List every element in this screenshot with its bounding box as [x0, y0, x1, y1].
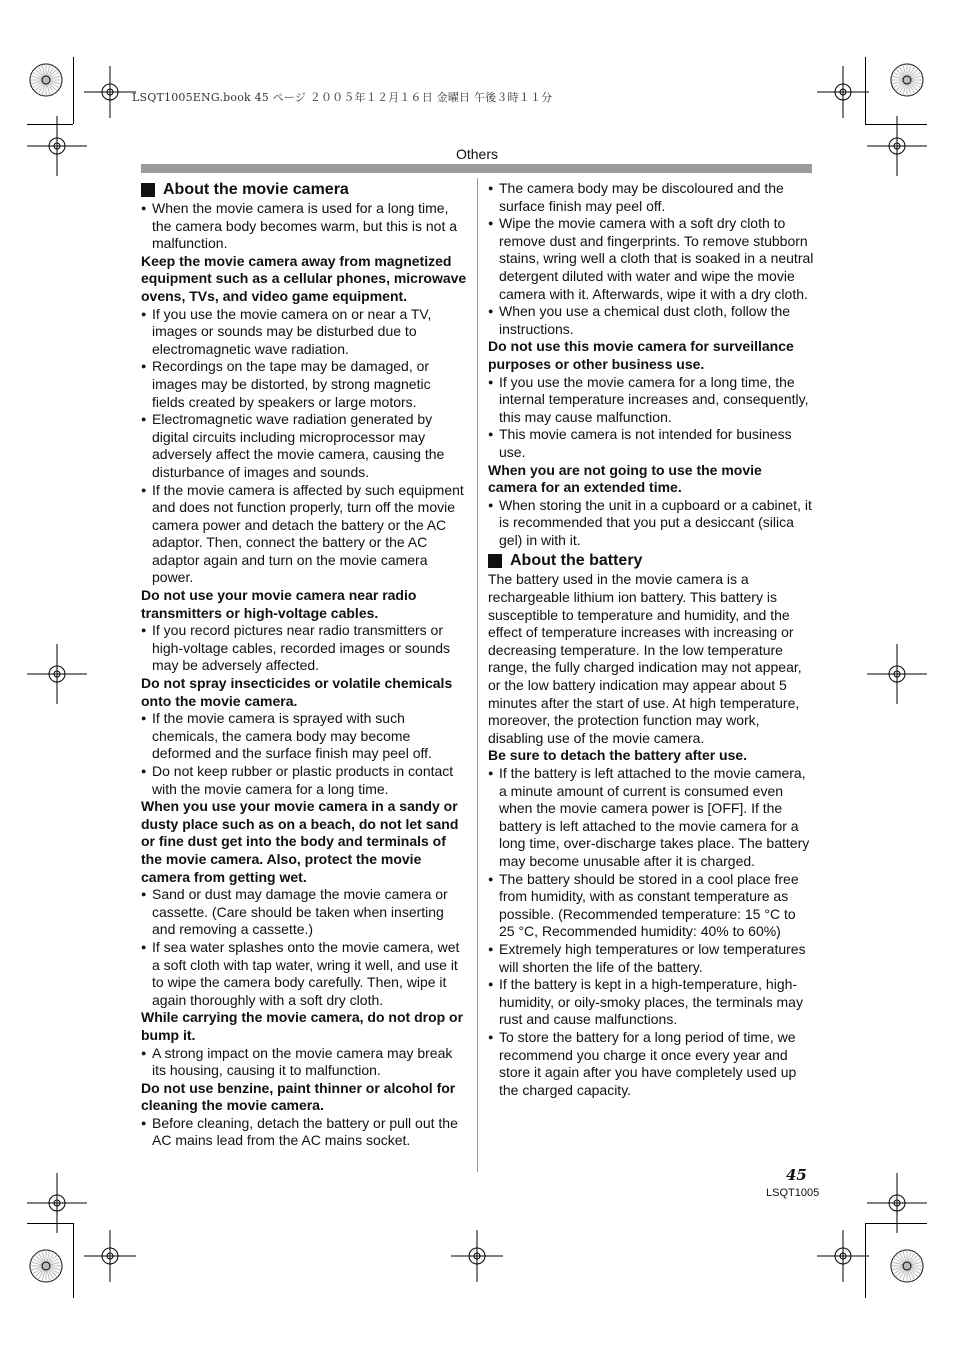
bullet-item: ● When the movie camera is used for a long time, the camera body becomes warm, but this is not a malfunction. — [141, 200, 467, 253]
bullet-item: ● Wipe the movie camera with a soft dry cloth to remove dust and fingerprints. To remove stubborn stains, wring well a cloth that is soaked in a neutral detergent diluted with water and wipe the movie camera with it. Afterwards, wipe it with a dry cloth. — [488, 215, 814, 303]
section-heading-movie-camera — [141, 180, 467, 200]
bullet-item: ● If sea water splashes onto the movie camera, wet a soft cloth with tap water, wring it well, and use it to wipe the camera body carefully. Then, wipe it again thoroughly with a soft dry cloth. — [141, 939, 467, 1009]
left-column — [141, 180, 467, 1150]
crosshair-mark-icon — [867, 644, 927, 704]
crosshair-mark-icon — [817, 1230, 869, 1282]
right-blocks-bottom — [488, 571, 814, 1099]
crosshair-mark-icon — [84, 66, 136, 118]
bullet-item: ● If the movie camera is sprayed with such chemicals, the camera body may become deformed and the surface finish may peel off. — [141, 710, 467, 763]
bullet-item: ● Do not keep rubber or plastic products in contact with the movie camera for a long time. — [141, 763, 467, 798]
bold-instruction: While carrying the movie camera, do not drop or bump it. — [141, 1009, 464, 1043]
right-blocks-top — [488, 180, 814, 549]
crosshair-mark-icon — [451, 1230, 503, 1282]
crop-line — [73, 57, 74, 124]
column-divider — [477, 178, 478, 1172]
crosshair-mark-icon — [817, 66, 869, 118]
header-rule — [141, 164, 812, 173]
color-rosette-icon — [890, 1249, 924, 1283]
bold-instruction: Do not use your movie camera near radio transmitters or high-voltage cables. — [141, 587, 417, 621]
bold-instruction: Do not use this movie camera for surveillance purposes or other business use. — [488, 338, 794, 372]
color-rosette-icon — [29, 63, 63, 97]
color-rosette-icon — [890, 63, 924, 97]
bullet-item: ● If the battery is left attached to the movie camera, a minute amount of current is consumed even when the movie camera power is [OFF]. If the battery is left attached to the movie camera for a long time, over-discharge takes place. The battery may become unusable after it is charged. — [488, 765, 814, 871]
bold-instruction: When you use your movie camera in a sandy or dusty place such as on a beach, do not let sand or fine dust get into the body and terminals of the movie camera. Also, protect the movie camera from getting wet. — [141, 798, 459, 885]
bullet-item: ● If you record pictures near radio transmitters or high-voltage cables, recorded images or sounds may be adversely affected. — [141, 622, 467, 675]
section-label: Others — [455, 146, 498, 162]
page-number: 45 — [786, 1166, 807, 1184]
bold-instruction: When you are not going to use the movie camera for an extended time. — [488, 461, 762, 496]
bullet-item: ● When storing the unit in a cupboard or a cabinet, it is recommended that you put a desiccant (silica gel) in with it. — [488, 497, 814, 550]
bullet-item: ● If the movie camera is affected by such equipment and does not function properly, turn off the movie camera power and detach the battery or the AC adaptor. Then, connect the battery or the AC adaptor again and turn on the movie camera power. — [141, 482, 467, 588]
bold-instruction: Do not spray insecticides or volatile chemicals onto the movie camera. — [141, 675, 453, 709]
crop-line — [865, 57, 866, 124]
bullet-item: ● Electromagnetic wave radiation generated by digital circuits including microprocessor may adversely affect the movie camera, causing the disturbance of images and sounds. — [141, 411, 467, 481]
bullet-item: ● Sand or dust may damage the movie camera or cassette. (Care should be taken when inserting and removing a cassette.) — [141, 886, 467, 939]
heading-text: About the movie camera — [163, 181, 349, 198]
crosshair-mark-icon — [84, 1230, 136, 1282]
model-code: LSQT1005 — [766, 1187, 820, 1199]
bullet-item: ● The battery should be stored in a cool place free from humidity, with as constant temperature as possible. (Recommended temperature: 15 °C to 25 °C, Recommended humidity: 40% to 60%) — [488, 871, 814, 941]
bullet-item: ● A strong impact on the movie camera may break its housing, causing it to malfunction. — [141, 1045, 467, 1080]
crosshair-mark-icon — [867, 1173, 927, 1233]
left-blocks — [141, 200, 467, 1150]
bullet-item: ● If you use the movie camera on or near a TV, images or sounds may be disturbed due to electromagnetic wave radiation. — [141, 306, 467, 359]
crop-line — [865, 1223, 927, 1224]
heading-text: About the battery — [510, 552, 643, 570]
color-rosette-icon — [29, 1249, 63, 1283]
bullet-item: ● Before cleaning, detach the battery or pull out the AC mains lead from the AC mains socket. — [141, 1115, 467, 1150]
crosshair-mark-icon — [27, 1173, 87, 1233]
bullet-item: ● If you use the movie camera for a long time, the internal temperature increases and, consequently, this may cause malfunction. — [488, 374, 814, 427]
crosshair-mark-icon — [27, 644, 87, 704]
crop-line — [27, 1223, 73, 1224]
bold-instruction: Keep the movie camera away from magnetized equipment such as a cellular phones, microwave ovens, TVs, and video game equipment. — [141, 252, 467, 304]
bold-instruction: Be sure to detach the battery after use. — [488, 747, 748, 764]
bullet-item: ● To store the battery for a long period of time, we recommend you charge it once every year and store it again after you have completely used up the charged capacity. — [488, 1029, 814, 1099]
crop-line — [865, 124, 927, 125]
paragraph: The battery used in the movie camera is a rechargeable lithium ion battery. This battery is susceptible to temperature and humidity, and the effect of temperature increases with increasing or decreasing temperature. In the low temperature range, the fully charged indication may not appear, or the low battery indication may appear about 5 minutes after the start of use. At high temperature, moreover, the protection function may work, disabling use of the movie camera. — [488, 571, 802, 746]
bullet-item: ● The camera body may be discoloured and the surface finish may peel off. — [488, 180, 814, 215]
crop-line — [73, 1223, 74, 1298]
bullet-item: ● Extremely high temperatures or low temperatures will shorten the life of the battery. — [488, 941, 814, 976]
bullet-item: ● Recordings on the tape may be damaged, or images may be distorted, by strong magnetic fields created by speakers or large motors. — [141, 358, 467, 411]
right-column — [488, 180, 814, 1099]
bullet-item: ● If the battery is kept in a high-temperature, high-humidity, or oily-smoky places, the terminals may rust and cause malfunctions. — [488, 976, 814, 1029]
bold-instruction: Do not use benzine, paint thinner or alcohol for cleaning the movie camera. — [141, 1079, 456, 1114]
square-bullet-icon — [488, 554, 502, 568]
bullet-item: ● This movie camera is not intended for business use. — [488, 426, 814, 461]
square-bullet-icon — [141, 183, 155, 197]
crop-line — [27, 124, 73, 125]
print-slug: LSQT1005ENG.book 45 ページ ２００５年１２月１６日 金曜日 午後３時１１分 — [132, 91, 553, 104]
bullet-item: ● When you use a chemical dust cloth, follow the instructions. — [488, 303, 814, 338]
crop-line — [865, 1223, 866, 1298]
section-heading-battery — [488, 551, 814, 571]
